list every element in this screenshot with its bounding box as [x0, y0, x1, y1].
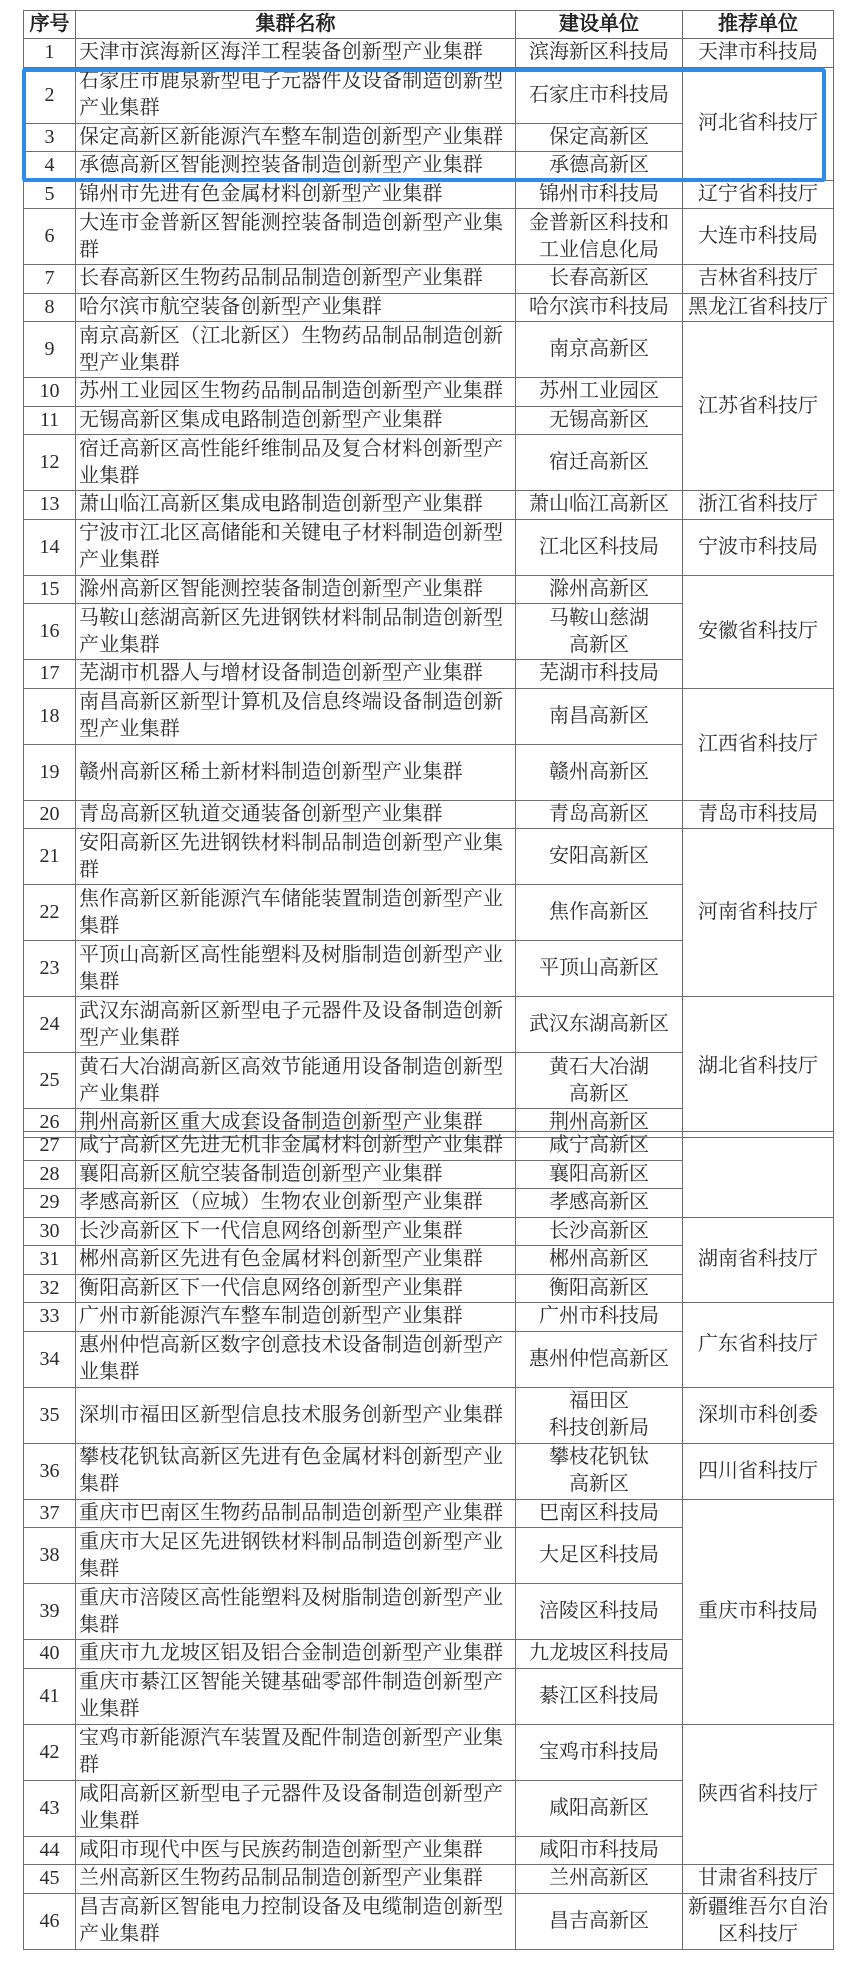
cluster-name: 天津市滨海新区海洋工程装备创新型产业集群: [76, 39, 516, 68]
cluster-name: 承德高新区智能测控装备制造创新型产业集群: [76, 152, 516, 181]
unit-line: 福田区: [569, 1390, 629, 1412]
row-no: 4: [24, 152, 76, 181]
row-no: 1: [24, 39, 76, 68]
row-no: 11: [24, 406, 76, 435]
construction-unit: 广州市科技局: [516, 1303, 683, 1332]
row-no: 34: [24, 1331, 76, 1387]
row-no: 20: [24, 800, 76, 829]
recommender: 湖北省科技厅: [683, 997, 834, 1138]
construction-unit: [516, 1443, 683, 1499]
cluster-name: 长春高新区生物药品制品制造创新型产业集群: [76, 265, 516, 294]
row-no: 35: [24, 1387, 76, 1443]
cluster-name: 青岛高新区轨道交通装备创新型产业集群: [76, 800, 516, 829]
construction-unit: 安阳高新区: [516, 829, 683, 885]
recommender: 安徽省科技厅: [683, 575, 834, 688]
row-no: 28: [24, 1160, 76, 1189]
construction-unit: 大足区科技局: [516, 1528, 683, 1584]
cluster-name: 重庆市綦江区智能关键基础零部件制造创新型产业集群: [76, 1668, 516, 1724]
recommender: 吉林省科技厅: [683, 265, 834, 294]
construction-unit: 萧山临江高新区: [516, 491, 683, 520]
table-row: [24, 180, 834, 209]
cluster-name: 攀枝花钒钛高新区先进有色金属材料创新型产业集群: [76, 1443, 516, 1499]
row-no: 7: [24, 265, 76, 294]
row-no: 8: [24, 293, 76, 322]
cluster-name: 南京高新区（江北新区）生物药品制品制造创新型产业集群: [76, 322, 516, 378]
row-no: 10: [24, 378, 76, 407]
construction-unit: 焦作高新区: [516, 885, 683, 941]
cluster-name: 焦作高新区新能源汽车储能装置制造创新型产业集群: [76, 885, 516, 941]
cluster-name: 苏州工业园区生物药品制品制造创新型产业集群: [76, 378, 516, 407]
table-row: [24, 1724, 834, 1780]
cluster-name: 惠州仲恺高新区数字创意技术设备制造创新型产业集群: [76, 1331, 516, 1387]
table-row: [24, 265, 834, 294]
row-no: 32: [24, 1274, 76, 1303]
row-no: 14: [24, 519, 76, 575]
cluster-name: 重庆市九龙坡区铝及铝合金制造创新型产业集群: [76, 1640, 516, 1669]
row-no: 17: [24, 660, 76, 689]
row-no: 29: [24, 1189, 76, 1218]
recommender: [683, 1893, 834, 1949]
construction-unit: 石家庄市科技局: [516, 67, 683, 123]
table-row: [24, 997, 834, 1053]
table-row: [24, 293, 834, 322]
cluster-name: 重庆市涪陵区高性能塑料及树脂制造创新型产业集群: [76, 1584, 516, 1640]
recommender: 黑龙江省科技厅: [683, 293, 834, 322]
unit-line: 高新区: [569, 1082, 629, 1105]
recommender: 重庆市科技局: [683, 1499, 834, 1724]
construction-unit: 赣州高新区: [516, 744, 683, 800]
construction-unit: 荆州高新区: [516, 1109, 683, 1138]
row-no: 25: [24, 1053, 76, 1109]
recommender: 广东省科技厅: [683, 1303, 834, 1388]
construction-unit: 昌吉高新区: [516, 1893, 683, 1949]
unit-line: 马鞍山慈湖: [549, 606, 649, 629]
cluster-name: 长沙高新区下一代信息网络创新型产业集群: [76, 1217, 516, 1246]
row-no: 46: [24, 1893, 76, 1949]
unit-line: 高新区: [569, 633, 629, 656]
construction-unit: 苏州工业园区: [516, 378, 683, 407]
table-row: [24, 1217, 834, 1246]
cluster-name: 宁波市江北区高储能和关键电子材料制造创新型产业集群: [76, 519, 516, 575]
cluster-name: 宝鸡市新能源汽车装置及配件制造创新型产业集群: [76, 1724, 516, 1780]
construction-unit: 衡阳高新区: [516, 1274, 683, 1303]
cluster-name: 哈尔滨市航空装备创新型产业集群: [76, 293, 516, 322]
row-no: 31: [24, 1246, 76, 1275]
row-no: 45: [24, 1865, 76, 1894]
recommender: 辽宁省科技厅: [683, 180, 834, 209]
construction-unit: 咸阳高新区: [516, 1780, 683, 1836]
row-no: 42: [24, 1724, 76, 1780]
construction-unit: 哈尔滨市科技局: [516, 293, 683, 322]
recommender: 甘肃省科技厅: [683, 1865, 834, 1894]
construction-unit: 武汉东湖高新区: [516, 997, 683, 1053]
cluster-name: 萧山临江高新区集成电路制造创新型产业集群: [76, 491, 516, 520]
cluster-name: 安阳高新区先进钢铁材料制品制造创新型产业集群: [76, 829, 516, 885]
recommender: 青岛市科技局: [683, 800, 834, 829]
construction-unit: 咸阳市科技局: [516, 1836, 683, 1865]
header-recommender: 推荐单位: [683, 11, 834, 39]
table-row: [24, 1865, 834, 1894]
recommender-line: 新疆维吾尔自治: [688, 1896, 828, 1918]
cluster-name: 黄石大冶湖高新区高效节能通用设备制造创新型产业集群: [76, 1053, 516, 1109]
construction-unit: [516, 604, 683, 660]
table-row: [24, 829, 834, 885]
recommender: 江西省科技厅: [683, 688, 834, 800]
recommender: 湖南省科技厅: [683, 1217, 834, 1303]
unit-line: 科技创新局: [549, 1417, 649, 1439]
row-no: 41: [24, 1668, 76, 1724]
table-row: [24, 67, 834, 123]
table-row: [24, 1499, 834, 1528]
construction-unit: 长沙高新区: [516, 1217, 683, 1246]
cluster-name: 咸宁高新区先进无机非金属材料创新型产业集群: [76, 1132, 516, 1161]
cluster-name: 衡阳高新区下一代信息网络创新型产业集群: [76, 1274, 516, 1303]
construction-unit: 青岛高新区: [516, 800, 683, 829]
cluster-name: 保定高新区新能源汽车整车制造创新型产业集群: [76, 123, 516, 152]
recommender: 陕西省科技厅: [683, 1724, 834, 1865]
table-row: [24, 1387, 834, 1443]
cluster-name: 大连市金普新区智能测控装备制造创新型产业集群: [76, 209, 516, 265]
cluster-name: 武汉东湖高新区新型电子元器件及设备制造创新型产业集群: [76, 997, 516, 1053]
recommender: 深圳市科创委: [683, 1387, 834, 1443]
row-no: 39: [24, 1584, 76, 1640]
header-unit: 建设单位: [516, 11, 683, 39]
header-name: 集群名称: [76, 11, 516, 39]
recommender: 天津市科技局: [683, 39, 834, 68]
construction-unit: 兰州高新区: [516, 1865, 683, 1894]
construction-unit: [516, 1053, 683, 1109]
unit-line: 金普新区科技和: [529, 211, 669, 234]
cluster-name: 襄阳高新区航空装备制造创新型产业集群: [76, 1160, 516, 1189]
recommender: 河南省科技厅: [683, 829, 834, 997]
construction-unit: 滨海新区科技局: [516, 39, 683, 68]
row-no: 18: [24, 688, 76, 744]
construction-unit: 孝感高新区: [516, 1189, 683, 1218]
unit-line: 工业信息化局: [539, 238, 659, 261]
construction-unit: 襄阳高新区: [516, 1160, 683, 1189]
construction-unit: 长春高新区: [516, 265, 683, 294]
construction-unit: 承德高新区: [516, 152, 683, 181]
cluster-name: 赣州高新区稀土新材料制造创新型产业集群: [76, 744, 516, 800]
recommender: 河北省科技厅: [683, 67, 834, 180]
cluster-name: 郴州高新区先进有色金属材料创新型产业集群: [76, 1246, 516, 1275]
row-no: 21: [24, 829, 76, 885]
row-no: 36: [24, 1443, 76, 1499]
construction-unit: 巴南区科技局: [516, 1499, 683, 1528]
table-row: [24, 491, 834, 520]
row-no: 38: [24, 1528, 76, 1584]
table-row: [24, 1132, 834, 1161]
row-no: 3: [24, 123, 76, 152]
cluster-name: 宿迁高新区高性能纤维制品及复合材料创新型产业集群: [76, 435, 516, 491]
recommender: 宁波市科技局: [683, 519, 834, 575]
construction-unit: 涪陵区科技局: [516, 1584, 683, 1640]
cluster-name: 孝感高新区（应城）生物农业创新型产业集群: [76, 1189, 516, 1218]
recommender: 浙江省科技厅: [683, 491, 834, 520]
construction-unit: 咸宁高新区: [516, 1132, 683, 1161]
cluster-name: 重庆市巴南区生物药品制品制造创新型产业集群: [76, 1499, 516, 1528]
row-no: 23: [24, 941, 76, 997]
cluster-table-part-2: [23, 1131, 834, 1950]
table-row: [24, 519, 834, 575]
construction-unit: 南京高新区: [516, 322, 683, 378]
row-no: 33: [24, 1303, 76, 1332]
cluster-name: 咸阳市现代中医与民族药制造创新型产业集群: [76, 1836, 516, 1865]
cluster-name: 广州市新能源汽车整车制造创新型产业集群: [76, 1303, 516, 1332]
unit-line: 黄石大冶湖: [549, 1055, 649, 1078]
construction-unit: 郴州高新区: [516, 1246, 683, 1275]
cluster-name: 重庆市大足区先进钢铁材料制品制造创新型产业集群: [76, 1528, 516, 1584]
row-no: 40: [24, 1640, 76, 1669]
construction-unit: [516, 1387, 683, 1443]
table-row: [24, 1443, 834, 1499]
construction-unit: 南昌高新区: [516, 688, 683, 744]
recommender: 大连市科技局: [683, 209, 834, 265]
cluster-name: 芜湖市机器人与增材设备制造创新型产业集群: [76, 660, 516, 689]
row-no: 5: [24, 180, 76, 209]
cluster-name: 深圳市福田区新型信息技术服务创新型产业集群: [76, 1387, 516, 1443]
construction-unit: 宝鸡市科技局: [516, 1724, 683, 1780]
cluster-table-part-1: [23, 10, 834, 1138]
row-no: 37: [24, 1499, 76, 1528]
construction-unit: 平顶山高新区: [516, 941, 683, 997]
row-no: 6: [24, 209, 76, 265]
header-row: [24, 11, 834, 39]
table-row: [24, 575, 834, 604]
cluster-name: 南昌高新区新型计算机及信息终端设备制造创新型产业集群: [76, 688, 516, 744]
unit-line: 攀枝花钒钛: [549, 1446, 649, 1468]
construction-unit: [516, 209, 683, 265]
recommender: 四川省科技厅: [683, 1443, 834, 1499]
recommender-line: 区科技厅: [718, 1923, 798, 1945]
table-row: [24, 800, 834, 829]
construction-unit: 江北区科技局: [516, 519, 683, 575]
table-row: [24, 1303, 834, 1332]
construction-unit: 宿迁高新区: [516, 435, 683, 491]
table-row: [24, 322, 834, 378]
unit-line: 高新区: [569, 1473, 629, 1495]
construction-unit: 无锡高新区: [516, 406, 683, 435]
recommender: 江苏省科技厅: [683, 322, 834, 491]
construction-unit: 锦州市科技局: [516, 180, 683, 209]
row-no: 2: [24, 67, 76, 123]
cluster-name: 无锡高新区集成电路制造创新型产业集群: [76, 406, 516, 435]
row-no: 12: [24, 435, 76, 491]
row-no: 16: [24, 604, 76, 660]
row-no: 9: [24, 322, 76, 378]
construction-unit: 保定高新区: [516, 123, 683, 152]
cluster-name: 咸阳高新区新型电子元器件及设备制造创新型产业集群: [76, 1780, 516, 1836]
row-no: 24: [24, 997, 76, 1053]
row-no: 19: [24, 744, 76, 800]
cluster-name: 兰州高新区生物药品制品制造创新型产业集群: [76, 1865, 516, 1894]
row-no: 44: [24, 1836, 76, 1865]
construction-unit: 綦江区科技局: [516, 1668, 683, 1724]
cluster-name: 平顶山高新区高性能塑料及树脂制造创新型产业集群: [76, 941, 516, 997]
construction-unit: 惠州仲恺高新区: [516, 1331, 683, 1387]
table-row: [24, 688, 834, 744]
cluster-name: 马鞍山慈湖高新区先进钢铁材料制品制造创新型产业集群: [76, 604, 516, 660]
row-no: 15: [24, 575, 76, 604]
construction-unit: 芜湖市科技局: [516, 660, 683, 689]
table-row: [24, 39, 834, 68]
row-no: 26: [24, 1109, 76, 1138]
row-no: 30: [24, 1217, 76, 1246]
row-no: 22: [24, 885, 76, 941]
row-no: 43: [24, 1780, 76, 1836]
cluster-name: 锦州市先进有色金属材料创新型产业集群: [76, 180, 516, 209]
table-row: [24, 1893, 834, 1949]
row-no: 13: [24, 491, 76, 520]
table-row: [24, 209, 834, 265]
cluster-name: 昌吉高新区智能电力控制设备及电缆制造创新型产业集群: [76, 1893, 516, 1949]
cluster-name: 荆州高新区重大成套设备制造创新型产业集群: [76, 1109, 516, 1138]
construction-unit: 滁州高新区: [516, 575, 683, 604]
row-no: 27: [24, 1132, 76, 1161]
recommender-empty: [683, 1132, 834, 1218]
cluster-name: 石家庄市鹿泉新型电子元器件及设备制造创新型产业集群: [76, 67, 516, 123]
construction-unit: 九龙坡区科技局: [516, 1640, 683, 1669]
cluster-name: 滁州高新区智能测控装备制造创新型产业集群: [76, 575, 516, 604]
header-no: 序号: [24, 11, 76, 39]
